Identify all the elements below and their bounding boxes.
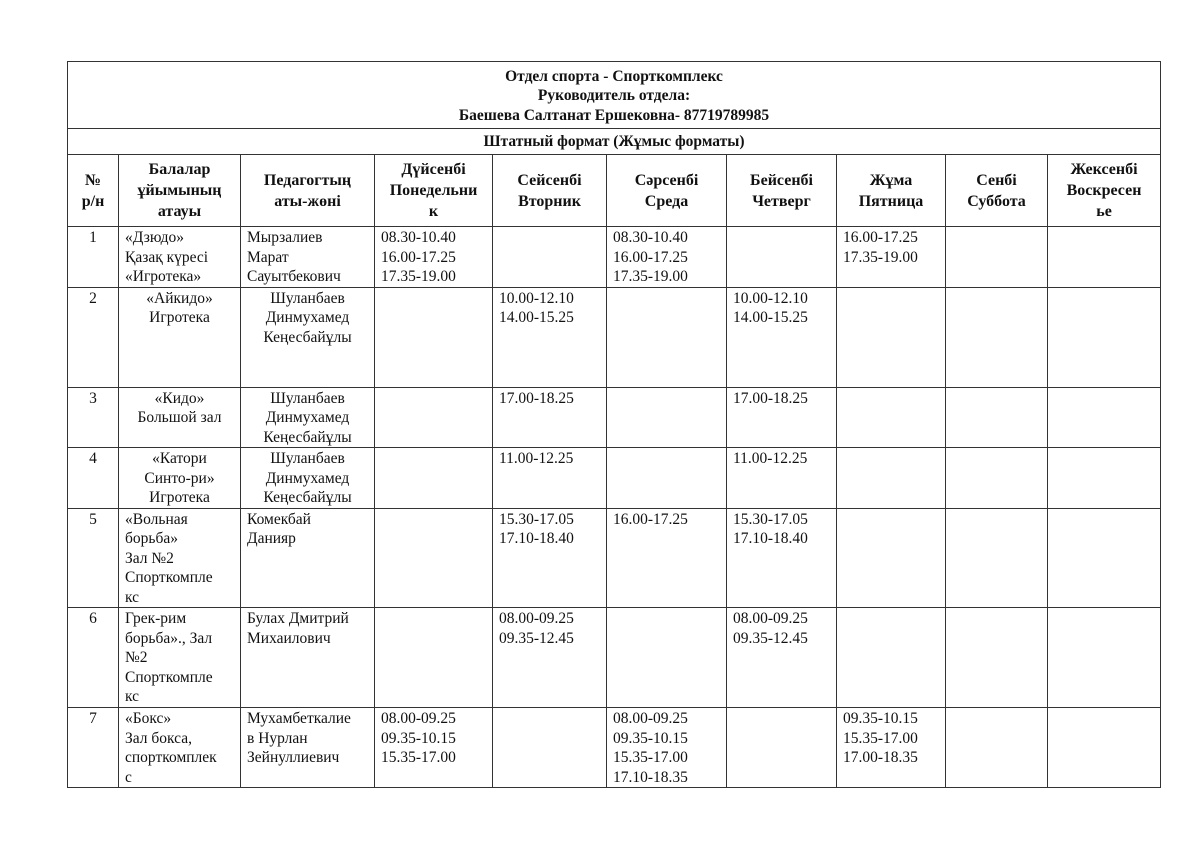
- row-number: 3: [68, 387, 119, 448]
- header-text: Среда: [644, 192, 689, 210]
- col-monday-cell: [375, 508, 493, 608]
- col-number-header: [68, 155, 119, 227]
- col-organization-cell: [119, 608, 241, 708]
- time-slot: 16.00-17.25: [613, 510, 688, 528]
- cell-text: Грек-рим: [125, 610, 187, 627]
- table-row: [68, 448, 1161, 509]
- cell-text: Комекбай: [247, 510, 311, 528]
- col-wednesday-cell: [607, 287, 727, 387]
- col-tuesday-cell: [493, 508, 607, 608]
- cell-text: Мырзалиев: [247, 229, 323, 246]
- head-name-phone: Баешева Салтанат Ершековна- 87719789985: [458, 106, 770, 124]
- header-text: Пятница: [858, 192, 924, 210]
- cell-text: Мухамбеткалие: [247, 710, 351, 727]
- header-text: Жексенбі: [1070, 161, 1138, 178]
- header-text: Сейсенбі: [517, 171, 582, 189]
- title-row: [68, 62, 1161, 129]
- col-saturday-cell: [946, 508, 1048, 608]
- cell-text: Данияр: [247, 530, 296, 547]
- col-sunday-cell: [1048, 387, 1161, 448]
- col-friday-cell: [837, 287, 946, 387]
- header-text: ье: [1096, 203, 1112, 220]
- department-header: [68, 62, 1161, 129]
- col-organization-cell: [119, 448, 241, 509]
- col-teacher-cell: [241, 227, 375, 288]
- header-text: аты-жөні: [274, 192, 341, 210]
- col-teacher-cell: [241, 608, 375, 708]
- cell-text: Динмухамед: [265, 309, 350, 326]
- col-thursday-header: [727, 155, 837, 227]
- col-wednesday-cell: [607, 508, 727, 608]
- time-slot: 11.00-12.25: [733, 450, 808, 467]
- header-text: Вторник: [518, 192, 581, 210]
- col-organization-header: [119, 155, 241, 227]
- header-text: Четверг: [752, 192, 811, 210]
- col-sunday-header: [1048, 155, 1161, 227]
- time-slot: 14.00-15.25: [499, 309, 574, 326]
- col-saturday-cell: [946, 227, 1048, 288]
- col-wednesday-header: [607, 155, 727, 227]
- time-slot: 09.35-12.45: [499, 629, 574, 647]
- time-slot: 08.00-09.25: [381, 710, 456, 727]
- schedule-table: [67, 61, 1161, 788]
- col-friday-header: [837, 155, 946, 227]
- time-slot: 17.10-18.40: [733, 530, 808, 547]
- cell-text: с: [125, 768, 132, 786]
- time-slot: 11.00-12.25: [499, 450, 574, 467]
- col-friday-cell: [837, 708, 946, 788]
- col-thursday-cell: [727, 287, 837, 387]
- col-sunday-cell: [1048, 608, 1161, 708]
- cell-text: «Катори: [152, 450, 207, 467]
- cell-text: кс: [125, 688, 140, 705]
- header-text: Суббота: [967, 192, 1026, 210]
- time-slot: 09.35-10.15: [613, 729, 688, 747]
- table-row: [68, 387, 1161, 448]
- time-slot: 08.00-09.25: [613, 710, 688, 727]
- cell-text: Зейнуллиевич: [247, 749, 340, 766]
- cell-text: «Дзюдо»: [125, 229, 185, 246]
- header-text: №: [84, 171, 102, 189]
- cell-text: Спорткомпле: [125, 668, 213, 686]
- time-slot: 17.00-18.25: [733, 389, 808, 407]
- cell-text: Большой зал: [137, 409, 222, 426]
- col-teacher-header: [241, 155, 375, 227]
- cell-text: Игротека: [149, 489, 210, 506]
- col-teacher-cell: [241, 708, 375, 788]
- time-slot: 17.10-18.40: [499, 530, 574, 547]
- cell-text: Игротека: [149, 309, 210, 326]
- col-wednesday-cell: [607, 608, 727, 708]
- header-text: Сәрсенбі: [634, 171, 699, 189]
- cell-text: кс: [125, 588, 140, 606]
- col-thursday-cell: [727, 387, 837, 448]
- col-tuesday-header: [493, 155, 607, 227]
- col-friday-cell: [837, 608, 946, 708]
- cell-text: Кеңесбайұлы: [263, 489, 352, 506]
- row-number: 1: [68, 227, 119, 288]
- time-slot: 17.35-19.00: [843, 248, 918, 266]
- time-slot: 14.00-15.25: [733, 309, 808, 326]
- time-slot: 08.30-10.40: [613, 229, 688, 246]
- cell-text: «Игротека»: [125, 268, 202, 285]
- col-friday-cell: [837, 387, 946, 448]
- col-thursday-cell: [727, 608, 837, 708]
- col-organization-cell: [119, 708, 241, 788]
- col-monday-cell: [375, 227, 493, 288]
- col-thursday-cell: [727, 448, 837, 509]
- col-wednesday-cell: [607, 448, 727, 509]
- cell-text: Динмухамед: [265, 469, 350, 487]
- time-slot: 09.35-12.45: [733, 629, 808, 647]
- cell-text: Динмухамед: [265, 409, 350, 426]
- cell-text: №2: [125, 649, 148, 666]
- col-sunday-cell: [1048, 708, 1161, 788]
- time-slot: 08.00-09.25: [733, 610, 808, 627]
- col-saturday-cell: [946, 287, 1048, 387]
- time-slot: 08.00-09.25: [499, 610, 574, 627]
- head-label: Руководитель отдела:: [537, 87, 691, 105]
- row-number: 2: [68, 287, 119, 387]
- time-slot: 16.00-17.25: [843, 229, 918, 246]
- col-teacher-cell: [241, 448, 375, 509]
- col-tuesday-cell: [493, 608, 607, 708]
- col-thursday-cell: [727, 508, 837, 608]
- time-slot: 15.35-17.00: [381, 749, 456, 766]
- header-text: Понедельни: [389, 182, 478, 199]
- time-slot: 15.30-17.05: [733, 510, 808, 528]
- cell-text: Сауытбекович: [247, 268, 341, 285]
- cell-text: «Кидо»: [154, 389, 205, 407]
- time-slot: 15.35-17.00: [613, 749, 688, 766]
- col-monday-cell: [375, 387, 493, 448]
- col-monday-cell: [375, 448, 493, 509]
- col-tuesday-cell: [493, 387, 607, 448]
- cell-text: «Бокс»: [125, 710, 172, 727]
- cell-text: борьба»., Зал: [125, 629, 213, 647]
- column-header-row: [68, 155, 1161, 227]
- cell-text: Булах Дмитрий: [247, 610, 349, 627]
- col-sunday-cell: [1048, 508, 1161, 608]
- col-organization-cell: [119, 387, 241, 448]
- col-monday-cell: [375, 608, 493, 708]
- cell-text: в Нурлан: [247, 729, 308, 747]
- cell-text: спорткомплек: [125, 749, 217, 766]
- format-title: Штатный формат (Жұмыс форматы): [68, 129, 1161, 155]
- header-text: ұйымының: [137, 182, 222, 199]
- col-thursday-cell: [727, 708, 837, 788]
- cell-text: Зал бокса,: [125, 729, 192, 747]
- time-slot: 17.10-18.35: [613, 768, 688, 786]
- header-text: Бейсенбі: [750, 171, 813, 189]
- col-wednesday-cell: [607, 227, 727, 288]
- col-organization-cell: [119, 287, 241, 387]
- cell-text: Михаилович: [247, 629, 331, 647]
- time-slot: 10.00-12.10: [499, 289, 574, 307]
- time-slot: 16.00-17.25: [381, 248, 456, 266]
- time-slot: 15.35-17.00: [843, 729, 918, 747]
- time-slot: 09.35-10.15: [381, 729, 456, 747]
- col-monday-cell: [375, 287, 493, 387]
- cell-text: Зал №2: [125, 549, 174, 567]
- col-tuesday-cell: [493, 227, 607, 288]
- cell-text: Қазақ күресі: [125, 248, 209, 266]
- cell-text: Шуланбаев: [270, 289, 345, 307]
- col-sunday-cell: [1048, 287, 1161, 387]
- header-text: Жұма: [869, 171, 913, 189]
- col-wednesday-cell: [607, 708, 727, 788]
- cell-text: «Айкидо»: [146, 289, 213, 307]
- col-tuesday-cell: [493, 708, 607, 788]
- header-text: р/н: [81, 192, 105, 210]
- col-tuesday-cell: [493, 287, 607, 387]
- time-slot: 17.35-19.00: [381, 268, 456, 285]
- cell-text: Шуланбаев: [270, 389, 345, 407]
- cell-text: борьба»: [125, 530, 178, 547]
- time-slot: 10.00-12.10: [733, 289, 808, 307]
- row-number: 6: [68, 608, 119, 708]
- time-slot: 08.30-10.40: [381, 229, 456, 246]
- table-row: [68, 287, 1161, 387]
- row-number: 5: [68, 508, 119, 608]
- time-slot: 17.35-19.00: [613, 268, 688, 285]
- col-friday-cell: [837, 448, 946, 509]
- col-sunday-cell: [1048, 448, 1161, 509]
- header-text: к: [428, 203, 439, 220]
- time-slot: 17.00-18.35: [843, 749, 918, 766]
- header-text: Педагогтың: [263, 171, 352, 189]
- col-friday-cell: [837, 227, 946, 288]
- cell-text: Кеңесбайұлы: [263, 428, 352, 446]
- col-saturday-cell: [946, 708, 1048, 788]
- col-teacher-cell: [241, 287, 375, 387]
- col-monday-cell: [375, 708, 493, 788]
- cell-text: Синто-ри»: [144, 469, 215, 487]
- col-organization-cell: [119, 227, 241, 288]
- col-saturday-cell: [946, 387, 1048, 448]
- table-row: [68, 708, 1161, 788]
- col-friday-cell: [837, 508, 946, 608]
- col-teacher-cell: [241, 387, 375, 448]
- header-text: Сенбі: [976, 171, 1017, 189]
- row-number: 4: [68, 448, 119, 509]
- table-row: [68, 608, 1161, 708]
- col-sunday-cell: [1048, 227, 1161, 288]
- col-thursday-cell: [727, 227, 837, 288]
- cell-text: Кеңесбайұлы: [263, 328, 352, 346]
- row-number: 7: [68, 708, 119, 788]
- col-monday-header: [375, 155, 493, 227]
- table-row: [68, 227, 1161, 288]
- header-text: Балалар: [148, 161, 211, 178]
- col-teacher-cell: [241, 508, 375, 608]
- col-organization-cell: [119, 508, 241, 608]
- cell-text: «Вольная: [125, 510, 188, 528]
- cell-text: Шуланбаев: [270, 450, 345, 467]
- time-slot: 16.00-17.25: [613, 248, 688, 266]
- col-wednesday-cell: [607, 387, 727, 448]
- time-slot: 17.00-18.25: [499, 389, 574, 407]
- table-row: [68, 508, 1161, 608]
- header-text: Воскресен: [1066, 182, 1142, 199]
- time-slot: 15.30-17.05: [499, 510, 574, 528]
- header-text: Дүйсенбі: [401, 161, 466, 178]
- cell-text: Спорткомпле: [125, 569, 213, 586]
- cell-text: Марат: [247, 248, 289, 266]
- format-row: [68, 129, 1161, 155]
- col-saturday-cell: [946, 608, 1048, 708]
- header-text: атауы: [157, 203, 202, 220]
- time-slot: 09.35-10.15: [843, 710, 918, 727]
- department-title: Отдел спорта - Спорткомплекс: [505, 67, 723, 85]
- col-saturday-header: [946, 155, 1048, 227]
- col-tuesday-cell: [493, 448, 607, 509]
- col-saturday-cell: [946, 448, 1048, 509]
